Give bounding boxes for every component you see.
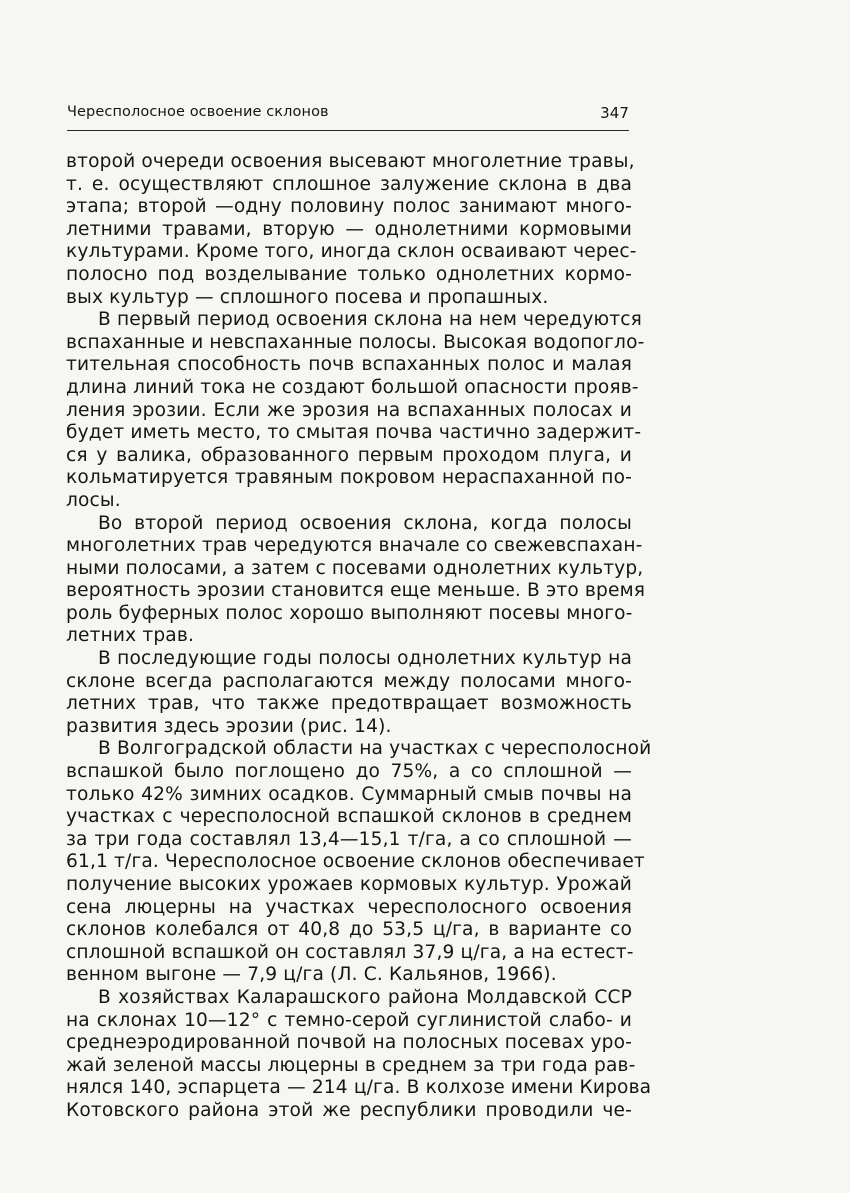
- paragraph-first-line: В первый период освоения склона на нем чередуются: [98, 309, 642, 331]
- paragraph-first-line: В хозяйствах Каларашского района Молдавской ССР: [98, 986, 632, 1008]
- text-line: будет иметь место, то смытая почва частично задержит-: [66, 422, 642, 444]
- text-line: роль буферных полос хорошо выполняют посевы много-: [66, 602, 633, 624]
- text-line: этапа; второй —одну половину полос занимают много-: [66, 196, 632, 218]
- text-line: вспашкой было поглощено до 75%, а со сплошной —: [66, 761, 632, 783]
- running-head: [67, 104, 627, 126]
- text-line: т. е. осуществляют сплошное залужение склона в два: [66, 173, 632, 195]
- text-line: сплошной вспашкой он составлял 37,9 ц/га, а на естест-: [66, 941, 634, 963]
- page-number: 347: [600, 104, 629, 122]
- body-text: [66, 151, 652, 1123]
- text-line: вероятность эрозии становится еще меньше. В это время: [66, 580, 646, 602]
- paragraph-first-line: Во второй период освоения склона, когда полосы: [98, 512, 632, 534]
- text-line: склоне всегда располагаются между полосами много-: [66, 670, 632, 692]
- paragraph-first-line: В Волгоградской области на участках с чересполосной: [98, 738, 652, 760]
- text-line: ления эрозии. Если же эрозия на вспаханных полосах и: [66, 399, 632, 421]
- text-line: венном выгоне — 7,9 ц/га (Л. С. Кальянов, 1966).: [66, 964, 557, 986]
- text-line: вых культур — сплошного посева и пропашных.: [66, 286, 549, 308]
- text-line: нялся 140, эспарцета — 214 ц/га. В колхозе имени Кирова: [66, 1077, 652, 1099]
- text-line: летних трав, что также предотвращает возможность: [66, 693, 632, 715]
- text-line: на склонах 10—12° с темно-серой суглинистой слабо- и: [66, 1009, 632, 1031]
- text-line: за три года составлял 13,4—15,1 т/га, а со сплошной —: [66, 828, 632, 850]
- text-line: сена люцерны на участках чересполосного освоения: [66, 896, 632, 918]
- text-line: среднеэродированной почвой на полосных посевах уро-: [66, 1032, 632, 1054]
- header-rule: [67, 130, 629, 131]
- text-line: лосы.: [66, 489, 121, 511]
- text-line: только 42% зимних осадков. Суммарный смыв почвы на: [66, 783, 632, 805]
- text-line: склонов колебался от 40,8 до 53,5 ц/га, в варианте со: [66, 919, 632, 941]
- text-line: участках с чересполосной вспашкой склонов в среднем: [66, 806, 632, 828]
- text-line: второй очереди освоения высевают многолетние травы,: [66, 151, 635, 172]
- text-line: 61,1 т/га. Чересполосное освоение склонов обеспечивает: [66, 851, 645, 873]
- text-line: многолетних трав чередуются вначале со свежевспахан-: [66, 535, 643, 557]
- text-line: летними травами, вторую — однолетними кормовыми: [66, 218, 632, 240]
- paragraph-first-line: В последующие годы полосы однолетних культур на: [98, 648, 632, 670]
- running-title: Чересполосное освоение склонов: [67, 104, 329, 120]
- text-line: Котовского района этой же республики проводили че-: [66, 1099, 632, 1121]
- text-line: развития здесь эрозии (рис. 14).: [66, 715, 392, 737]
- text-line: длина линий тока не создают большой опасности прояв-: [66, 376, 639, 398]
- text-line: получение высоких урожаев кормовых культур. Урожай: [66, 874, 632, 895]
- text-line: ными полосами, а затем с посевами однолетних культур,: [66, 557, 644, 579]
- text-line: тительная способность почв вспаханных полос и малая: [66, 354, 632, 376]
- text-line: летних трав.: [66, 625, 195, 647]
- text-line: кольматируется травяным покровом нераспаханной по-: [66, 467, 632, 489]
- text-line: полосно под возделывание только однолетних кормо-: [66, 263, 632, 285]
- text-line: вспаханные и невспаханные полосы. Высокая водопогло-: [66, 331, 645, 353]
- text-line: жай зеленой массы люцерны в среднем за три года рав-: [66, 1054, 636, 1076]
- text-line: культурами. Кроме того, иногда склон осваивают черес-: [66, 241, 637, 263]
- text-line: ся у валика, образованного первым проходом плуга, и: [66, 444, 632, 466]
